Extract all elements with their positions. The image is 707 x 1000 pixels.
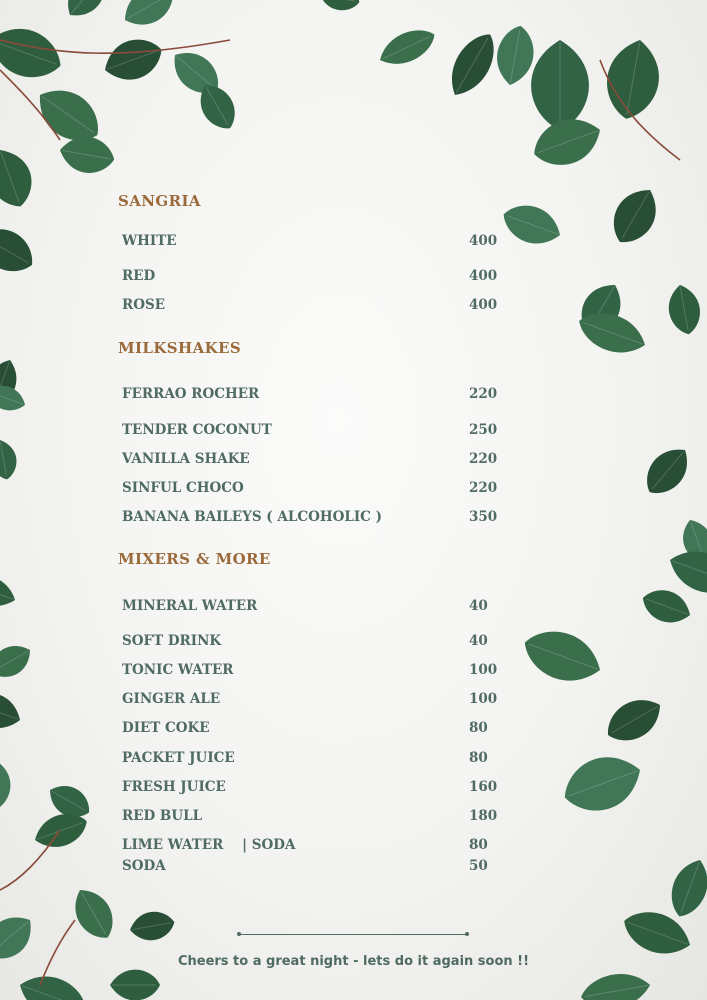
- branch-stem: [40, 920, 75, 985]
- leaf-shape: [0, 685, 26, 735]
- menu-item-name: RED BULL: [122, 808, 203, 824]
- menu-item-price: 400: [469, 233, 498, 249]
- leaf-shape: [0, 143, 40, 213]
- menu-item-price: 180: [469, 808, 498, 824]
- menu-item-price: 80: [469, 837, 488, 853]
- menu-item-price: 250: [469, 422, 498, 438]
- footer-message: Cheers to a great night - lets do it again soon !!: [177, 954, 530, 969]
- menu-item-price: 400: [469, 268, 498, 284]
- leaf-shape: [0, 18, 68, 87]
- menu-item-name: FRESH JUICE: [122, 779, 226, 795]
- leaf-shape: [58, 0, 114, 25]
- divider-dot: [237, 932, 241, 936]
- menu-item-name: DIET COKE: [122, 720, 210, 736]
- menu-item-price: 100: [469, 691, 498, 707]
- menu-item-price: 40: [469, 633, 488, 649]
- leaf-shape: [0, 438, 20, 482]
- leaf-shape: [13, 967, 92, 1000]
- menu-item-name: LIME WATER | SODA: [122, 837, 296, 853]
- section-title-sangria: SANGRIA: [118, 192, 201, 210]
- menu-item-name: TONIC WATER: [122, 662, 234, 678]
- leaf-shape: [0, 760, 10, 810]
- leaf-shape: [0, 638, 37, 685]
- menu-item-price: 160: [469, 779, 498, 795]
- leaf-shape: [318, 0, 361, 13]
- menu-item-name: SODA: [122, 858, 166, 874]
- footer-divider: [239, 934, 467, 935]
- section-title-milkshakes: MILKSHAKES: [118, 339, 242, 357]
- menu-item-price: 400: [469, 297, 498, 313]
- leaf-shape: [664, 854, 707, 922]
- menu-item-name: FERRAO ROCHER: [122, 386, 260, 402]
- menu-item-name: SINFUL CHOCO: [122, 480, 244, 496]
- menu-item-price: 350: [469, 509, 498, 525]
- menu-item-price: 220: [469, 451, 498, 467]
- menu-item-name: SOFT DRINK: [122, 633, 222, 649]
- menu-item-name: VANILLA SHAKE: [122, 451, 250, 467]
- leaf-shape: [117, 0, 181, 34]
- menu-item-price: 220: [469, 480, 498, 496]
- menu-item-name: TENDER COCONUT: [122, 422, 272, 438]
- divider-dot: [465, 932, 469, 936]
- menu-item-name: GINGER ALE: [122, 691, 221, 707]
- menu-item-price: 80: [469, 720, 488, 736]
- menu-item-name: BANANA BAILEYS ( ALCOHOLIC ): [122, 509, 382, 525]
- menu-item-price: 50: [469, 858, 488, 874]
- menu-item-name: RED: [122, 268, 156, 284]
- menu-item-name: WHITE: [122, 233, 177, 249]
- menu-item-name: MINERAL WATER: [122, 598, 258, 614]
- leaf-shape: [0, 568, 20, 613]
- menu-item-price: 80: [469, 750, 488, 766]
- menu-item-price: 220: [469, 386, 498, 402]
- menu-item-price: 100: [469, 662, 498, 678]
- menu-item-price: 40: [469, 598, 488, 614]
- menu-item-name: ROSE: [122, 297, 166, 313]
- section-title-mixers-and-more: MIXERS & MORE: [118, 550, 271, 568]
- menu-item-name: PACKET JUICE: [122, 750, 235, 766]
